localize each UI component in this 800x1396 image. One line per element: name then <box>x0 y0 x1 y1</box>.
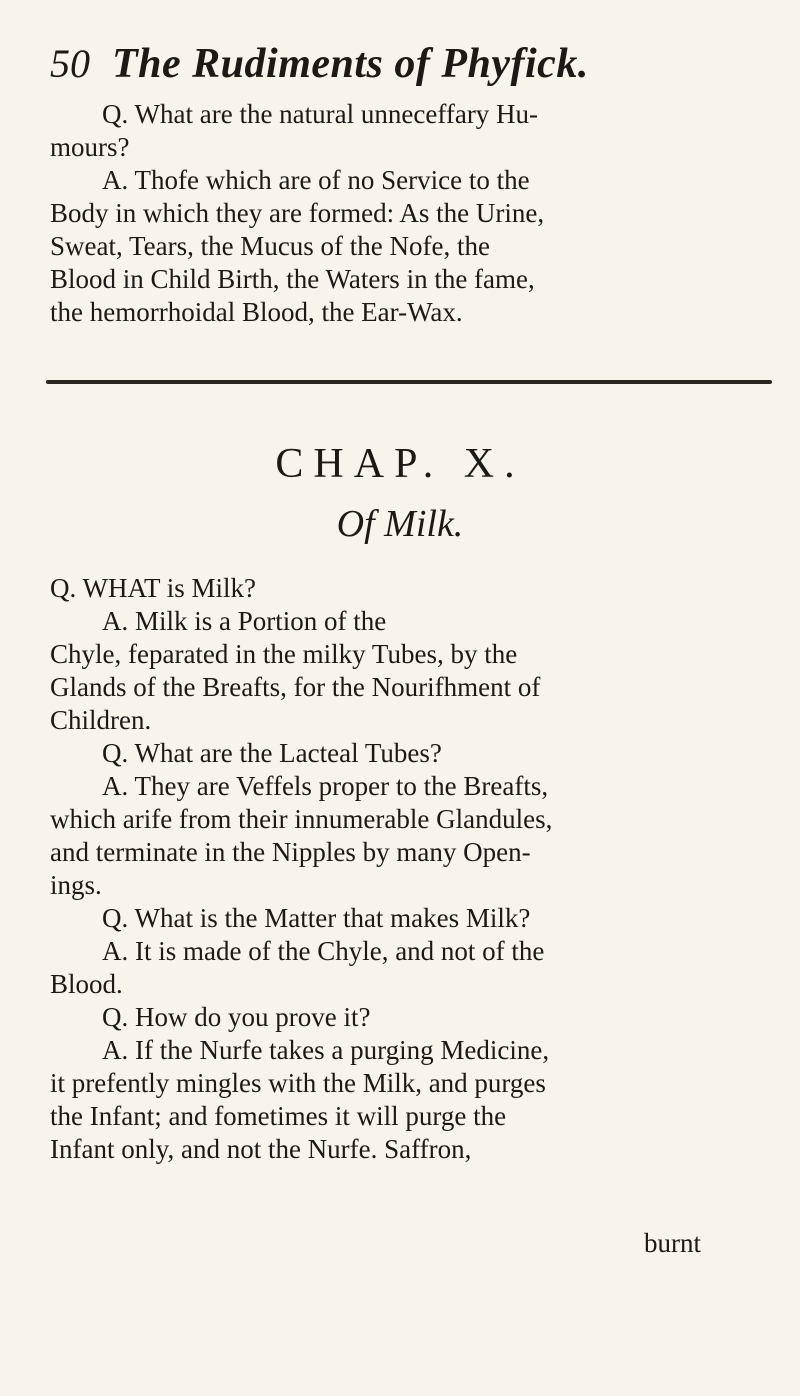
text-line: which arife from their innumerable Glandules, <box>50 804 553 834</box>
chapter-heading: CHAP. X. <box>275 441 525 487</box>
page-number: 50 <box>50 41 90 86</box>
running-title: The Rudiments of Phyfick. <box>112 41 589 87</box>
text-line: Q. What is the Matter that makes Milk? <box>102 903 531 933</box>
chapter-body <box>50 572 762 1166</box>
text-line: the Infant; and fometimes it will purge the <box>50 1101 507 1131</box>
text-line: Q. How do you prove it? <box>102 1002 371 1032</box>
text-line: mours? <box>50 132 130 162</box>
text-line: Glands of the Breafts, for the Nourifhment of <box>50 672 541 702</box>
text-line: A. They are Veffels proper to the Breafts, <box>102 771 549 801</box>
text-line: Q. What are the Lacteal Tubes? <box>102 738 442 768</box>
text-line: A. Milk is a Portion of the <box>102 606 387 636</box>
text-line: A. Thofe which are of no Service to the <box>102 165 530 195</box>
text-line: Children. <box>50 705 152 735</box>
chapter-title: Of Milk. <box>336 503 464 545</box>
text-line: A. It is made of the Chyle, and not of the <box>102 936 545 966</box>
catchword: burnt <box>644 1228 701 1258</box>
text-line: and terminate in the Nipples by many Open- <box>50 837 531 867</box>
text-line: the hemorrhoidal Blood, the Ear-Wax. <box>50 297 463 327</box>
top-section <box>50 98 762 329</box>
text-line: A. If the Nurfe takes a purging Medicine, <box>102 1035 550 1065</box>
text-line: it prefently mingles with the Milk, and purges <box>50 1068 546 1098</box>
text-line: Q. What are the natural unneceffary Hu- <box>102 99 539 129</box>
text-line: Chyle, feparated in the milky Tubes, by the <box>50 639 518 669</box>
text-line: Infant only, and not the Nurfe. Saffron, <box>50 1134 472 1164</box>
text-line: Body in which they are formed: As the Urine, <box>50 198 545 228</box>
page-header <box>50 40 760 96</box>
section-divider <box>46 380 772 384</box>
text-line: Blood in Child Birth, the Waters in the fame, <box>50 264 535 294</box>
text-line: Q. WHAT is Milk? <box>50 573 257 603</box>
text-line: ings. <box>50 870 102 900</box>
text-line: Blood. <box>50 969 123 999</box>
text-line: Sweat, Tears, the Mucus of the Nofe, the <box>50 231 490 261</box>
